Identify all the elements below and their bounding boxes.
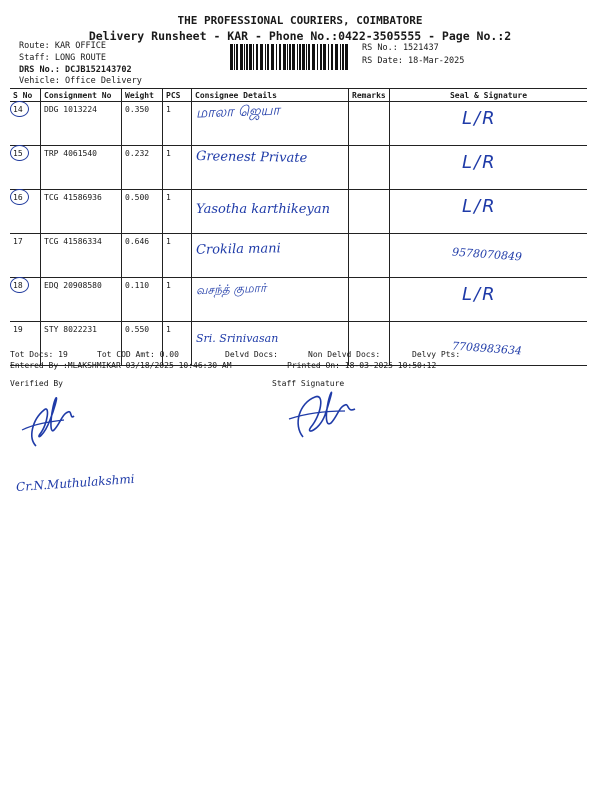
barcode xyxy=(230,44,348,70)
cell-remarks xyxy=(349,146,390,190)
entered-by: Entered By :MLAKSHMIKAR 03/18/2025 10:46:30 AM xyxy=(10,361,232,370)
cell-weight: 0.350 xyxy=(122,102,163,146)
staff-signature xyxy=(285,385,365,445)
cell-consignment: STY 8022231 xyxy=(41,322,122,366)
sno-text: 15 xyxy=(13,149,23,158)
col-consignment: Consignment No xyxy=(41,89,122,102)
consignee-handwriting: Greenest Private xyxy=(195,149,308,166)
cell-consignment: DDG 1013224 xyxy=(41,102,122,146)
cell-weight: 0.110 xyxy=(122,278,163,322)
col-sno: S No xyxy=(10,89,41,102)
cell-consignment: TRP 4061540 xyxy=(41,146,122,190)
signature-mark: 7708983634 xyxy=(451,339,523,358)
verified-by-label: Verified By xyxy=(10,379,63,388)
signature-mark: L/R xyxy=(462,196,497,217)
consignee-handwriting: வசந்த் குமார் xyxy=(195,280,267,298)
sno-circle-mark xyxy=(10,189,29,205)
printed-on: Printed On: 18-03-2025 10:50:12 xyxy=(287,361,437,370)
cell-pcs: 1 xyxy=(163,102,192,146)
cell-consignment: TCG 41586936 xyxy=(41,190,122,234)
tot-cod: Tot COD Amt: 0.00 xyxy=(97,350,179,359)
table-row xyxy=(10,102,587,146)
runsheet-table xyxy=(10,88,587,366)
cell-signature xyxy=(390,234,588,278)
drs-number: DRS No.: DCJB152143702 xyxy=(19,65,132,75)
table-row xyxy=(10,234,587,278)
cell-consignment: TCG 41586334 xyxy=(41,234,122,278)
cell-pcs: 1 xyxy=(163,234,192,278)
sno-text: 19 xyxy=(13,325,23,334)
handwritten-name: Cr.N.Muthulakshmi xyxy=(15,471,135,495)
staff-label: Staff: LONG ROUTE xyxy=(19,53,106,63)
signature-mark: L/R xyxy=(462,284,497,305)
consignee-handwriting: Yasotha karthikeyan xyxy=(196,202,330,217)
cell-weight: 0.232 xyxy=(122,146,163,190)
tot-docs: Tot Docs: 19 xyxy=(10,350,68,359)
cell-pcs: 1 xyxy=(163,190,192,234)
cell-sno xyxy=(10,234,41,278)
signature-mark: 9578070849 xyxy=(451,245,523,264)
consignee-handwriting: Sri. Srinivasan xyxy=(196,332,279,345)
table-header-row xyxy=(10,89,587,102)
cell-pcs: 1 xyxy=(163,278,192,322)
table-row xyxy=(10,146,587,190)
col-weight: Weight xyxy=(122,89,163,102)
cell-weight: 0.646 xyxy=(122,234,163,278)
sno-value xyxy=(13,237,23,246)
cell-pcs: 1 xyxy=(163,322,192,366)
sno-circle-mark xyxy=(10,101,29,117)
sno-value xyxy=(13,281,23,290)
col-signature: Seal & Signature xyxy=(390,89,588,102)
sno-text: 17 xyxy=(13,237,23,246)
cell-sno xyxy=(10,190,41,234)
rs-number: RS No.: 1521437 xyxy=(362,43,439,53)
rs-date: RS Date: 18-Mar-2025 xyxy=(362,56,465,66)
cell-remarks xyxy=(349,190,390,234)
consignee-handwriting: Crokila mani xyxy=(195,241,281,258)
table-row xyxy=(10,190,587,234)
cell-sno xyxy=(10,102,41,146)
staff-signature-label: Staff Signature xyxy=(272,379,345,388)
delvd-docs: Delvd Docs: xyxy=(225,350,278,359)
col-remarks: Remarks xyxy=(349,89,390,102)
sno-text: 16 xyxy=(13,193,23,202)
cell-signature xyxy=(390,102,588,146)
cell-signature xyxy=(390,278,588,322)
sno-value xyxy=(13,325,23,334)
col-pcs: PCS xyxy=(163,89,192,102)
company-title: THE PROFESSIONAL COURIERS, COIMBATORE xyxy=(177,14,423,27)
cell-weight: 0.500 xyxy=(122,190,163,234)
cell-consignee xyxy=(192,146,349,190)
delvy-pts: Delvy Pts: xyxy=(412,350,461,359)
sno-text: 14 xyxy=(13,105,23,114)
cell-remarks xyxy=(349,102,390,146)
sno-value xyxy=(13,105,23,114)
sno-text: 18 xyxy=(13,281,23,290)
cell-consignee xyxy=(192,102,349,146)
signature-mark: L/R xyxy=(462,108,497,129)
cell-signature xyxy=(390,146,588,190)
runsheet-subtitle: Delivery Runsheet - KAR - Phone No.:0422-3505555 - Page No.:2 xyxy=(88,29,512,43)
cell-weight: 0.550 xyxy=(122,322,163,366)
cell-remarks xyxy=(349,278,390,322)
consignee-handwriting: மாலா ஜெயா xyxy=(195,102,281,122)
cell-remarks xyxy=(349,234,390,278)
col-consignee: Consignee Details xyxy=(192,89,349,102)
sno-circle-mark xyxy=(10,277,29,293)
sno-value xyxy=(13,193,23,202)
cell-pcs: 1 xyxy=(163,146,192,190)
cell-consignee xyxy=(192,234,349,278)
route-label: Route: KAR OFFICE xyxy=(19,41,106,51)
cell-consignee xyxy=(192,278,349,322)
non-delvd-docs: Non Delvd Docs: xyxy=(308,350,381,359)
table-row xyxy=(10,278,587,322)
cell-sno xyxy=(10,278,41,322)
cell-signature xyxy=(390,190,588,234)
cell-consignment: EDQ 20908580 xyxy=(41,278,122,322)
cell-consignee xyxy=(192,190,349,234)
sno-circle-mark xyxy=(10,145,29,161)
vehicle-label: Vehicle: Office Delivery xyxy=(19,76,142,86)
sno-value xyxy=(13,149,23,158)
verified-signature xyxy=(14,390,84,450)
cell-sno xyxy=(10,146,41,190)
signature-mark: L/R xyxy=(462,152,497,173)
